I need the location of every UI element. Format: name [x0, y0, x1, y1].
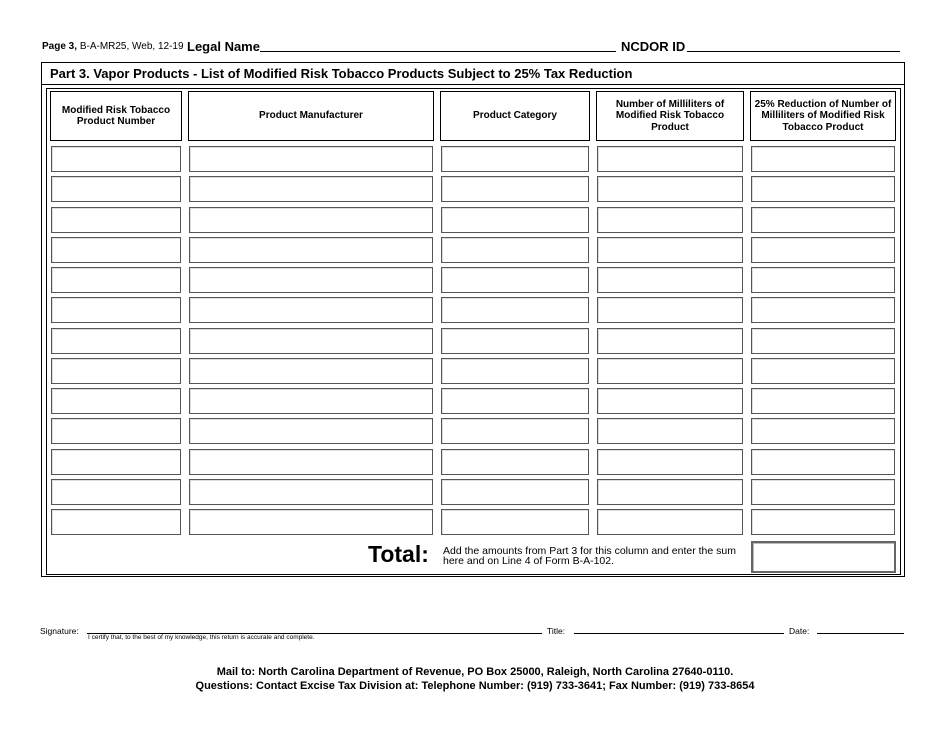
questions-text: Questions: Contact Excise Tax Division at: Telephone Number: (919) 733-3641; Fax Number: (919) 733-8654 [195, 680, 755, 692]
legal-name-label: Legal Name [187, 39, 260, 54]
signature-label: Signature: [40, 626, 79, 636]
entry-cell[interactable] [751, 358, 895, 384]
entry-cell[interactable] [597, 297, 743, 323]
entry-cell[interactable] [597, 418, 743, 444]
entry-cell[interactable] [441, 207, 589, 233]
entry-cell[interactable] [189, 449, 433, 475]
part3-title: Part 3. Vapor Products - List of Modified Risk Tobacco Products Subject to 25% Tax Reduction [50, 66, 633, 81]
entry-cell[interactable] [751, 388, 895, 414]
entry-cell[interactable] [597, 267, 743, 293]
entry-cell[interactable] [441, 449, 589, 475]
total-input[interactable] [751, 541, 896, 573]
entry-cell[interactable] [751, 328, 895, 354]
title-label: Title: [547, 626, 566, 636]
entry-cell[interactable] [751, 297, 895, 323]
entry-cell[interactable] [189, 176, 433, 202]
entry-cell[interactable] [441, 479, 589, 505]
entry-cell[interactable] [441, 267, 589, 293]
entry-cell[interactable] [51, 146, 181, 172]
entry-cell[interactable] [751, 237, 895, 263]
column-header-4: Number of Milliliters of Modified Risk Tobacco Product [596, 91, 744, 141]
entry-cell[interactable] [189, 146, 433, 172]
entry-cell[interactable] [597, 509, 743, 535]
date-field[interactable] [817, 633, 904, 634]
entry-cell[interactable] [189, 358, 433, 384]
entry-cell[interactable] [441, 418, 589, 444]
entry-cell[interactable] [751, 449, 895, 475]
entry-cell[interactable] [189, 267, 433, 293]
ncdor-id-label: NCDOR ID [621, 39, 686, 54]
entry-cell[interactable] [597, 328, 743, 354]
entry-cell[interactable] [597, 146, 743, 172]
entry-cell[interactable] [51, 449, 181, 475]
page-label: Page 3, [42, 41, 78, 52]
entry-cell[interactable] [597, 388, 743, 414]
entry-cell[interactable] [751, 418, 895, 444]
entry-cell[interactable] [189, 479, 433, 505]
entry-cell[interactable] [751, 267, 895, 293]
entry-cell[interactable] [441, 509, 589, 535]
entry-cell[interactable] [751, 207, 895, 233]
column-header-3: Product Category [440, 91, 590, 141]
entry-cell[interactable] [51, 388, 181, 414]
entry-cell[interactable] [51, 207, 181, 233]
total-instruction: Add the amounts from Part 3 for this column and enter the sum here and on Line 4 of Form B-A-102. [443, 545, 736, 567]
entry-cell[interactable] [189, 237, 433, 263]
entry-cell[interactable] [441, 388, 589, 414]
legal-name-field[interactable] [260, 51, 616, 52]
column-header-5: 25% Reduction of Number of Milliliters of Modified Risk Tobacco Product [750, 91, 896, 141]
mail-to-text: Mail to: North Carolina Department of Revenue, PO Box 25000, Raleigh, North Carolina 27640-0110. [216, 666, 734, 678]
entry-cell[interactable] [51, 358, 181, 384]
entry-cell[interactable] [597, 176, 743, 202]
title-field[interactable] [574, 633, 784, 634]
entry-cell[interactable] [441, 176, 589, 202]
entry-cell[interactable] [189, 207, 433, 233]
entry-cell[interactable] [51, 479, 181, 505]
entry-cell[interactable] [51, 509, 181, 535]
entry-cell[interactable] [751, 479, 895, 505]
date-label: Date: [789, 626, 810, 636]
certify-text: I certify that, to the best of my knowledge, this return is accurate and complete. [88, 634, 315, 641]
entry-cell[interactable] [189, 509, 433, 535]
ncdor-id-field[interactable] [687, 51, 900, 52]
column-header-2: Product Manufacturer [188, 91, 434, 141]
entry-cell[interactable] [597, 237, 743, 263]
entry-cell[interactable] [597, 207, 743, 233]
entry-cell[interactable] [597, 358, 743, 384]
entry-cell[interactable] [441, 237, 589, 263]
entry-cell[interactable] [51, 267, 181, 293]
entry-cell[interactable] [51, 328, 181, 354]
form-page-id [42, 41, 184, 52]
entry-cell[interactable] [189, 418, 433, 444]
column-header-1: Modified Risk Tobacco Product Number [50, 91, 182, 141]
entry-cell[interactable] [51, 297, 181, 323]
entry-cell[interactable] [751, 509, 895, 535]
entry-cell[interactable] [597, 449, 743, 475]
total-label: Total: [368, 541, 429, 567]
entry-cell[interactable] [441, 297, 589, 323]
entry-cell[interactable] [189, 328, 433, 354]
entry-cell[interactable] [51, 176, 181, 202]
entry-cell[interactable] [751, 146, 895, 172]
entry-cell[interactable] [597, 479, 743, 505]
entry-cell[interactable] [51, 237, 181, 263]
entry-cell[interactable] [441, 328, 589, 354]
entry-cell[interactable] [751, 176, 895, 202]
form-id: B-A-MR25, Web, 12-19 [79, 41, 184, 52]
entry-cell[interactable] [441, 146, 589, 172]
entry-cell[interactable] [189, 388, 433, 414]
entry-cell[interactable] [51, 418, 181, 444]
entry-cell[interactable] [189, 297, 433, 323]
entry-cell[interactable] [441, 358, 589, 384]
